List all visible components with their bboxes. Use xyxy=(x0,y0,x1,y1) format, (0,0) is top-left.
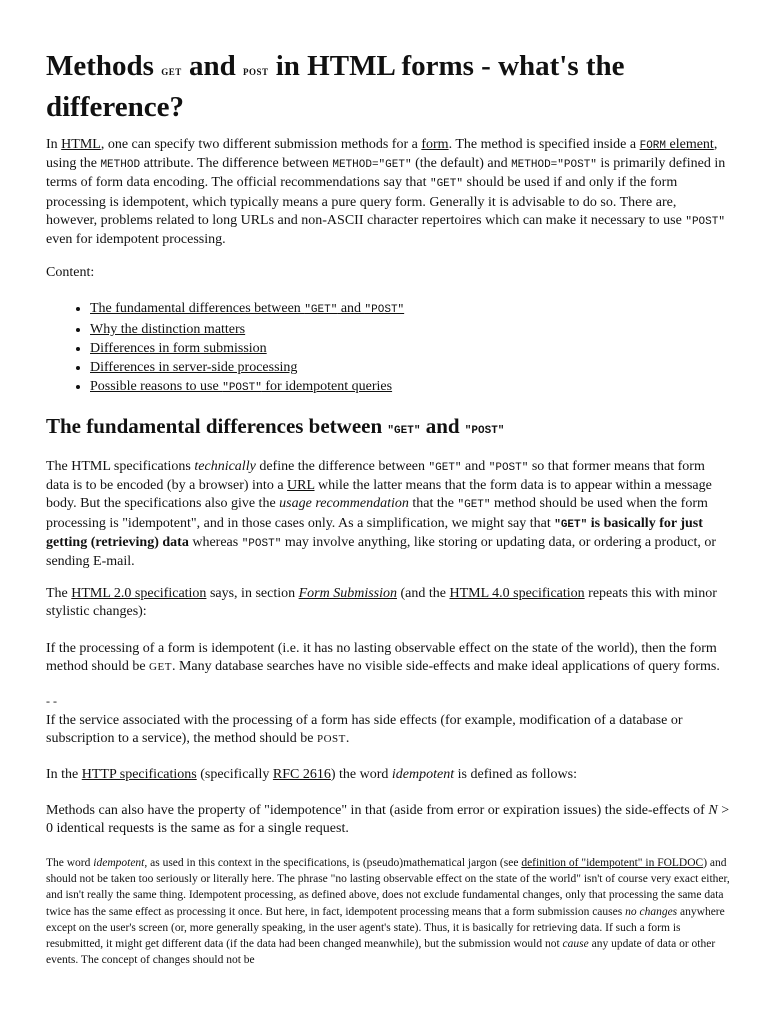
code: METHOD="GET" xyxy=(332,159,412,172)
quote-rfc xyxy=(46,802,730,838)
text: The xyxy=(46,586,72,601)
text: even for idempotent processing. xyxy=(46,232,226,248)
link-foldoc[interactable]: definition of "idempotent" in FOLDOC xyxy=(521,857,704,869)
text: The fundamental differences between xyxy=(90,301,305,316)
link-html4-spec[interactable]: HTML 4.0 specification xyxy=(449,586,585,601)
text: , one can specify two different submission methods for a xyxy=(100,137,422,152)
text: define the difference between xyxy=(255,459,429,474)
code: GET xyxy=(149,661,172,674)
text: whereas xyxy=(188,534,242,550)
link-form-submission[interactable] xyxy=(299,586,397,601)
toc-item xyxy=(90,377,404,398)
code: POST xyxy=(317,733,346,746)
code: "POST" xyxy=(685,215,725,228)
title-text: Methods xyxy=(46,50,162,82)
emphasis: N xyxy=(708,803,718,818)
text: Methods can also have the property of "idempotence" in that (aside from error or expiration issues) the side-effects of xyxy=(46,803,709,818)
text: repeats this with minor stylistic changes): xyxy=(46,586,717,620)
toc-link-fundamental[interactable] xyxy=(90,301,404,316)
code: "GET" xyxy=(457,499,491,512)
code: METHOD="POST" xyxy=(511,159,597,172)
link-form[interactable]: form xyxy=(421,137,449,152)
emphasis: Form Submission xyxy=(298,586,397,601)
title-get: GET xyxy=(161,67,182,77)
emphasis: idempotent xyxy=(391,767,455,782)
text: anywhere except on the user's screen (or, more generally speaking, in the user agent's state). Thus, it is basically for retrieving data. If such a form is resubmitted, it might get different data (if the data had been changed meanwhile), but the submission would not xyxy=(46,905,725,951)
toc-item xyxy=(90,358,404,377)
text: and xyxy=(420,414,465,438)
code: "POST" xyxy=(241,537,282,550)
quote-post xyxy=(46,712,730,748)
link-html[interactable]: HTML xyxy=(61,137,101,152)
text: The fundamental differences between xyxy=(46,414,388,438)
text: while the latter means that the form data is to appear within a message body. But the specifications also give the xyxy=(46,478,712,512)
toc-link-why[interactable]: Why the distinction matters xyxy=(90,322,246,337)
text: Possible reasons to use xyxy=(90,379,223,394)
emphasis: usage recommendation xyxy=(279,496,409,512)
text: attribute. The difference between xyxy=(140,156,333,172)
text: may involve anything, like storing or updating data, or ordering a product, or sending E-mail. xyxy=(46,534,716,570)
toc-item xyxy=(90,299,404,320)
link-html2-spec[interactable]: HTML 2.0 specification xyxy=(71,586,207,601)
code: "POST" xyxy=(222,382,262,394)
text: and xyxy=(337,301,365,316)
code: "GET" xyxy=(387,425,421,437)
text: for idempotent queries xyxy=(261,379,393,394)
text: (specifically xyxy=(196,767,273,782)
text: and xyxy=(461,459,489,474)
code: "GET" xyxy=(554,518,588,531)
text: . The method is specified inside a xyxy=(448,137,640,152)
toc-link-server[interactable]: Differences in server-side processing xyxy=(90,360,298,375)
emphasis: idempotent xyxy=(93,857,145,869)
code: "POST" xyxy=(464,425,505,437)
intro-paragraph xyxy=(46,136,730,249)
text: method should be used when the form processing is "idempotent", and in those cases only. As a simplification, we might say that xyxy=(46,496,708,531)
toc-item xyxy=(90,320,404,339)
text: (and the xyxy=(397,586,450,601)
text: is primarily defined in terms of form data encoding. The official recommendations say that xyxy=(46,156,726,191)
separator: - - xyxy=(46,694,57,708)
paragraph-idempotent xyxy=(46,855,730,968)
text: any update of data or other events. The concept of changes should not be xyxy=(46,938,716,967)
code: FORM xyxy=(639,140,667,152)
text: The HTML specifications xyxy=(46,459,195,474)
section-heading xyxy=(46,414,504,439)
text: . xyxy=(345,731,350,747)
text: If the processing of a form is idempotent (i.e. it has no lasting observable effect on the state of the world), then the form method should be xyxy=(46,641,717,675)
paragraph-definition xyxy=(46,458,730,571)
text: . Many database searches have no visible side-effects and make ideal applications of query forms. xyxy=(171,659,720,675)
text: ) the word xyxy=(330,767,392,782)
link-rfc[interactable]: RFC 2616 xyxy=(272,767,331,782)
text: is defined as follows: xyxy=(454,767,578,782)
text: In xyxy=(46,137,62,152)
text: so that former means that form data is to be encoded (by a browser) into a xyxy=(46,459,705,494)
quote-get xyxy=(46,640,730,676)
content-label: Content: xyxy=(46,265,95,280)
text: , as used in this context in the specifications, is (pseudo)mathematical jargon (see xyxy=(144,857,522,869)
text: element xyxy=(666,137,714,152)
page-title xyxy=(46,49,730,125)
text: that the xyxy=(408,496,458,512)
toc-item xyxy=(90,339,404,358)
toc-link-submission[interactable]: Differences in form submission xyxy=(90,341,267,356)
title-post: POST xyxy=(242,67,269,77)
title-text: in HTML forms - what's the difference? xyxy=(46,50,625,123)
table-of-contents xyxy=(46,299,404,398)
link-http-spec[interactable]: HTTP specifications xyxy=(81,767,197,782)
emphasis: technically xyxy=(194,459,256,474)
code: "GET" xyxy=(429,178,463,191)
emphasis: no changes xyxy=(625,905,678,918)
paragraph-http xyxy=(46,766,730,784)
text: is basically for just getting (retrieving) data xyxy=(46,515,703,550)
text: The word xyxy=(46,857,94,869)
code: "GET" xyxy=(304,304,338,316)
text: ) and should not be taken too seriously or literally here. The phrase "no lasting observable effect on the state of the world" isn't of course very exact either, and isn't really the same thing. Idempotent processing, as defined above, does not exclude fundamental changes, only that processing the same data twice has the same effect as processing it once. But here, in fact, idempotent processing means that a form submission causes xyxy=(46,857,730,918)
emphasis: cause xyxy=(562,938,589,951)
text: > 0 identical requests is the same as for a single request. xyxy=(46,803,730,837)
paragraph-html2 xyxy=(46,585,730,621)
text: should be used if and only if the form processing is idempotent, which typically means a pure query form. Generally it is advisable to do so. There are, however, problems related to long URLs and non-ASCII character repertoires which can make it necessary to use xyxy=(46,175,686,228)
link-form-element[interactable] xyxy=(640,137,714,152)
text: (the default) and xyxy=(411,156,512,172)
code: METHOD xyxy=(100,159,141,172)
text: says, in section xyxy=(206,586,299,601)
code: "POST" xyxy=(364,304,405,316)
code: "POST" xyxy=(488,462,529,474)
text: , using the xyxy=(46,137,718,172)
toc-link-reasons[interactable] xyxy=(90,379,392,394)
text: If the service associated with the processing of a form has side effects (for example, modification of a database or subscription to a service), the method should be xyxy=(46,713,683,747)
title-text: and xyxy=(181,50,243,82)
code: "GET" xyxy=(428,462,462,474)
text: In the xyxy=(46,767,82,782)
link-url[interactable]: URL xyxy=(287,478,315,494)
